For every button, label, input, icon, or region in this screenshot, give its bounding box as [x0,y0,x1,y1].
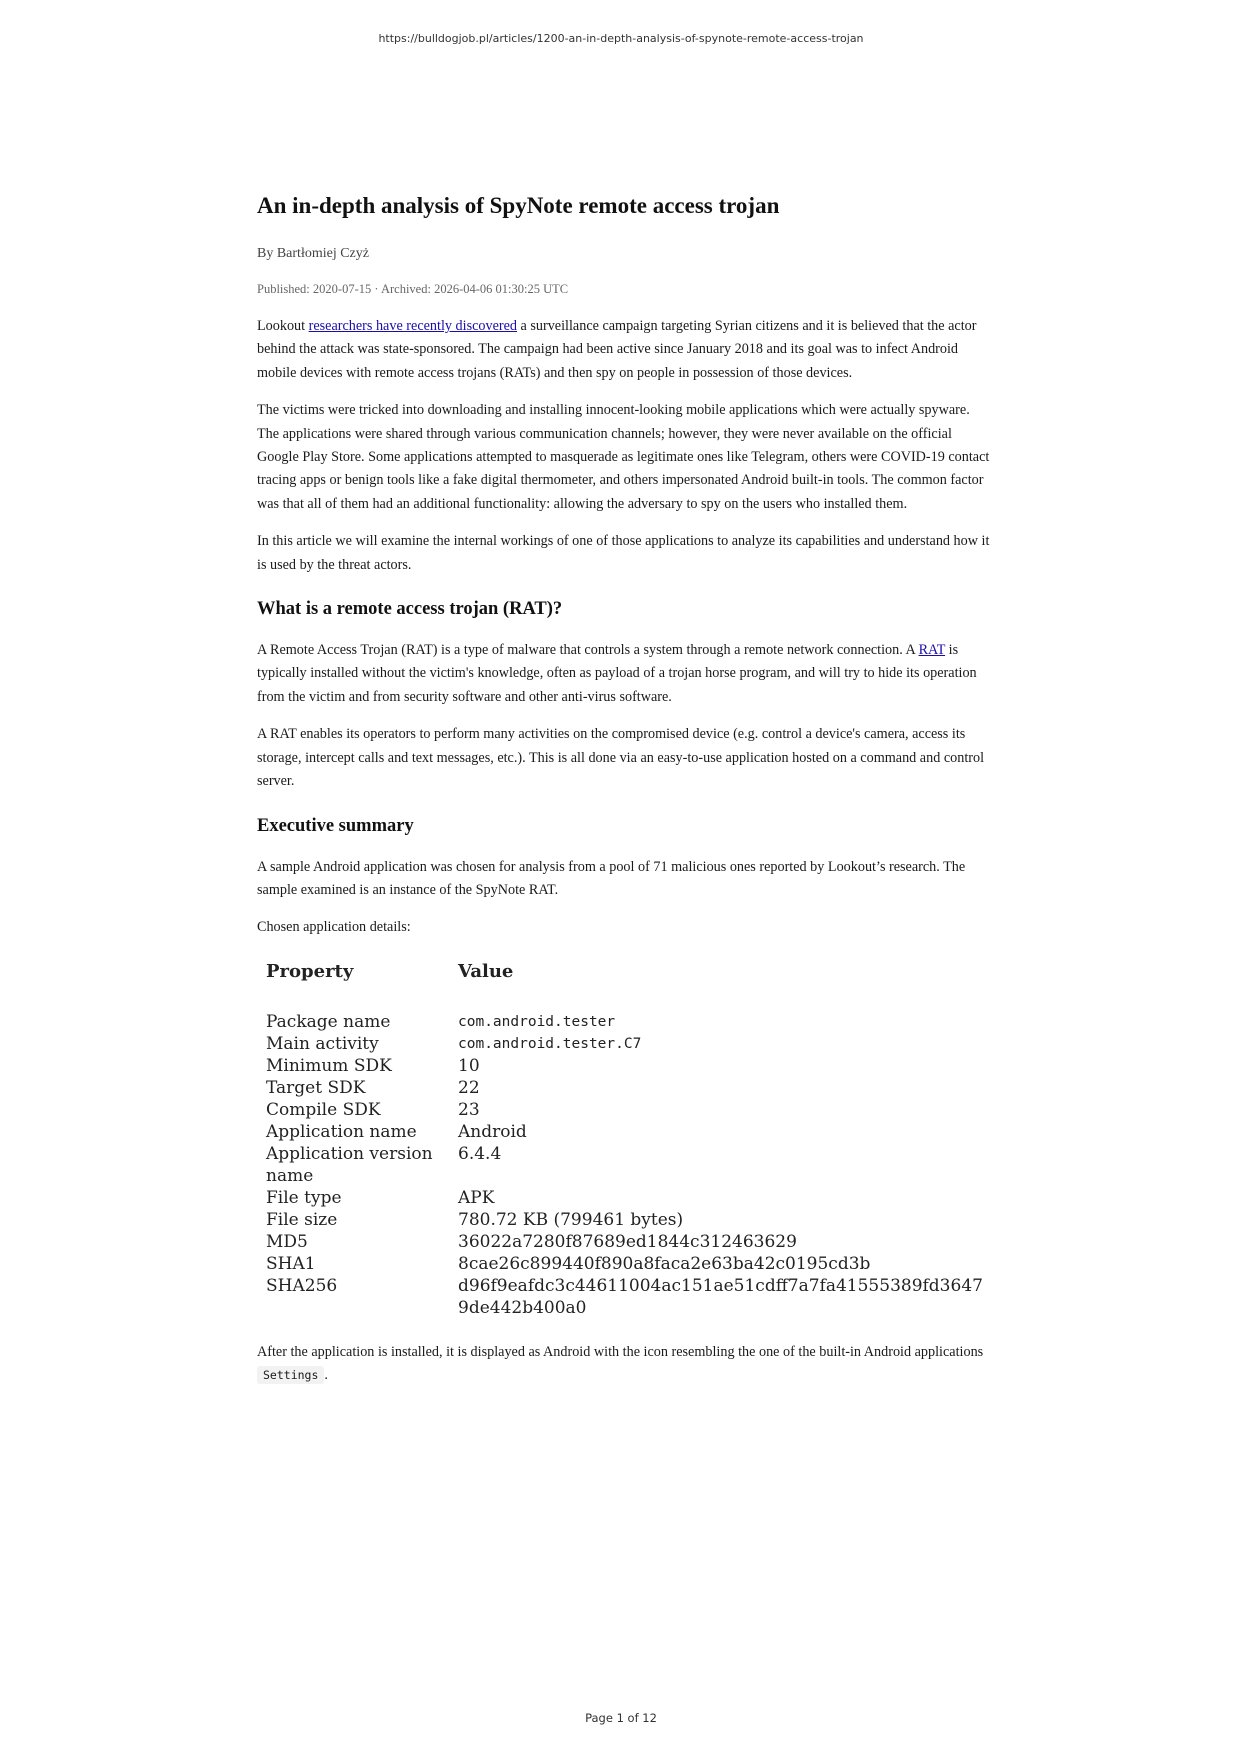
property-value: APK [458,1187,495,1208]
property-name: Minimum SDK [266,1055,392,1076]
property-name: Compile SDK [266,1099,381,1120]
page-url-header: https://bulldogjob.pl/articles/1200-an-in-depth-analysis-of-spynote-remote-access-trojan [378,32,864,45]
paragraph-rat-capabilities: A RAT enables its operators to perform many activities on the compromised device (e.g. control a device's camera, access its storage, intercept calls and text messages, etc.). This is all done via an easy-to-use application hosted on a command and control server. [257,726,985,790]
property-name: Application name [266,1121,417,1142]
table-row [266,1011,988,1033]
property-value: 36022a7280f87689ed1844c312463629 [458,1231,797,1252]
paragraph-victims: The victims were tricked into downloading and installing innocent-looking mobile applications which were actually spyware. The applications were shared through various communication channels; however, they were never available on the official Google Play Store. Some applications attempted to masquerade as legitimate ones like Telegram, others were COVID-19 contact tracing apps or benign tools like a fake digital thermometer, and others impersonated Android built-in tools. The common factor was that all of them had an additional functionality: allowing the adversary to spy on the users who installed them. [257,402,990,512]
property-value: 780.72 KB (799461 bytes) [458,1209,684,1230]
property-name: MD5 [266,1231,308,1252]
property-name: SHA1 [266,1253,316,1274]
paragraph-rat-definition [257,639,993,709]
paragraph-installed [257,1341,993,1388]
table-row [266,1055,988,1077]
property-name: Main activity [266,1033,379,1054]
table-row [266,1121,988,1143]
property-value: 6.4.4 [458,1143,502,1164]
property-name: File type [266,1187,342,1208]
settings-code: Settings [257,1366,324,1384]
paragraph-text: A Remote Access Trojan (RAT) is a type of malware that controls a system through a remote network connection. A [257,642,919,659]
rat-link[interactable]: RAT [918,642,946,659]
table-row [266,1033,988,1055]
paragraph-text: a surveillance campaign targeting Syrian citizens and it is believed that the actor behind the attack was state-sponsored. The campaign had been active since January 2018 and its goal was to infect Android mobile devices with remote access trojans (RATs) and then spy on people in possession of those devices. [257,318,977,381]
application-details-table [257,961,993,1319]
table-row [266,1275,988,1319]
paragraph-text: After the application is installed, it is displayed as Android with the icon resembling the one of the built-in Android applications [257,1343,984,1360]
paragraph-text: . [324,1367,328,1384]
property-value: d96f9eafdc3c44611004ac151ae51cdff7a7fa41555389fd36479de442b400a0 [458,1275,983,1318]
property-name: Application version name [266,1143,433,1186]
paragraph-details-intro: Chosen application details: [257,919,411,936]
property-value: Android [458,1121,527,1142]
paragraph-text: Lookout [257,318,309,334]
property-name: Package name [266,1011,391,1032]
paragraph-text: is typically installed without the victim's knowledge, often as payload of a trojan horse program, and will try to hide its operation from the victim and from security software and other anti-virus software. [257,642,977,705]
property-name: File size [266,1209,338,1230]
table-row [266,1253,988,1275]
section-heading-rat: What is a remote access trojan (RAT)? [257,599,563,620]
researchers-discovered-link[interactable]: researchers have recently discovered [308,318,517,334]
page-number: Page 1 of 12 [585,1711,657,1725]
article-title: An in-depth analysis of SpyNote remote access trojan [257,193,780,218]
property-value: com.android.tester.C7 [458,1035,642,1052]
table-row [266,1187,988,1209]
paragraph-article-scope: In this article we will examine the internal workings of one of those applications to analyze its capabilities and understand how it is used by the threat actors. [257,533,990,573]
table-row [266,1231,988,1253]
property-value: 10 [458,1055,480,1076]
property-value: 22 [458,1077,480,1098]
article [257,190,993,1402]
property-name: Target SDK [266,1077,366,1098]
article-meta: Published: 2020-07-15 · Archived: 2026-04-06 01:30:25 UTC [257,282,569,296]
property-value: com.android.tester [458,1013,616,1030]
table-row [266,1209,988,1231]
property-value: 23 [458,1099,480,1120]
property-name: SHA256 [266,1275,338,1296]
table-row [266,1099,988,1121]
paragraph-sample: A sample Android application was chosen for analysis from a pool of 71 malicious ones reported by Lookout’s research. The sample examined is an instance of the SpyNote RAT. [257,858,966,898]
table-header-value: Value [458,960,514,982]
table-header-property: Property [266,960,354,982]
property-value: 8cae26c899440f890a8faca2e63ba42c0195cd3b [458,1253,871,1274]
article-byline: By Bartłomiej Czyż [257,246,369,261]
paragraph-intro [257,315,993,385]
table-row [266,1143,988,1187]
table-row [266,1077,988,1099]
section-heading-executive-summary: Executive summary [257,815,414,836]
